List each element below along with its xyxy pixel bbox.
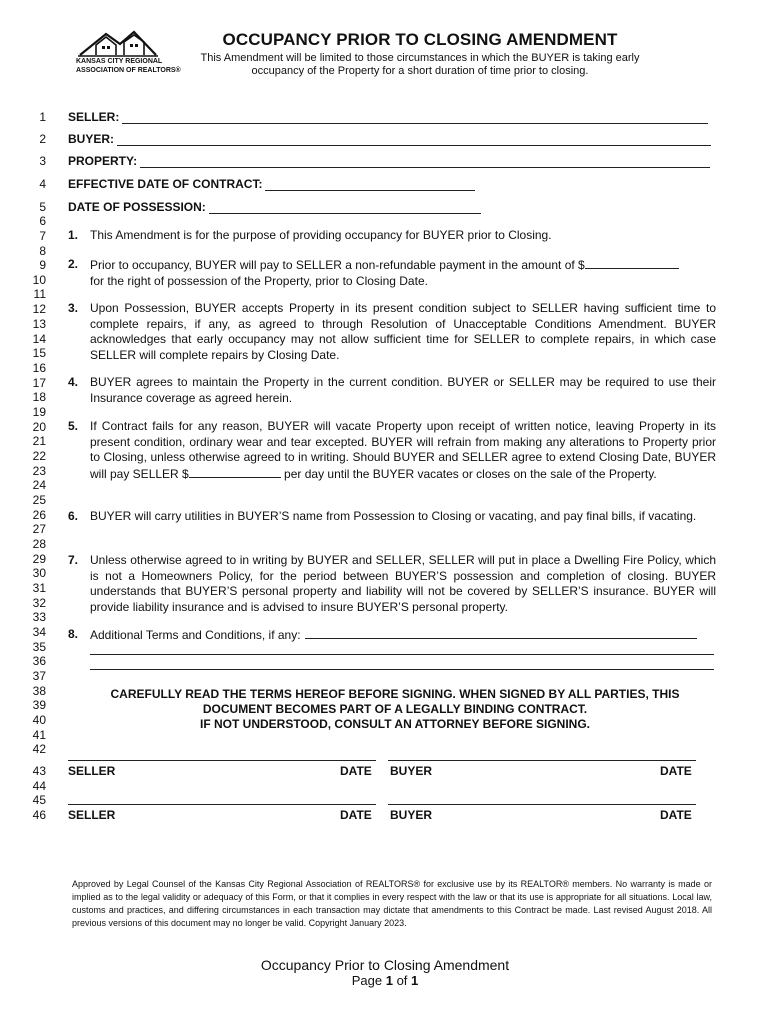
warning-line: CAREFULLY READ THE TERMS HEREOF BEFORE SIGNING. WHEN SIGNED BY ALL PARTIES, THIS xyxy=(110,687,680,701)
per-day-amount-input[interactable] xyxy=(189,466,281,478)
paragraph-text: for the right of possession of the Property, prior to Closing Date. xyxy=(90,273,428,288)
buyer-date-label: DATE xyxy=(660,808,692,822)
paragraph-6 xyxy=(68,509,716,525)
page-number xyxy=(0,973,770,988)
line-number: 8 xyxy=(39,244,46,258)
paragraph-1 xyxy=(68,228,716,244)
paragraph-number: 6. xyxy=(68,509,79,523)
line-number: 41 xyxy=(32,728,46,742)
line-number: 3 xyxy=(39,154,46,168)
effective-date-field-row xyxy=(68,177,718,191)
seller-field-input[interactable] xyxy=(122,112,708,124)
kcrar-logo xyxy=(76,28,181,80)
property-field-row xyxy=(68,154,718,168)
additional-terms-input-line-1[interactable] xyxy=(305,627,697,639)
paragraph-8 xyxy=(68,627,716,644)
seller-date-label: DATE xyxy=(340,764,372,778)
page-word: Page xyxy=(351,973,383,988)
effective-date-field-label: EFFECTIVE DATE OF CONTRACT: xyxy=(68,177,263,191)
line-number: 18 xyxy=(32,390,46,404)
paragraph-number: 5. xyxy=(68,419,79,433)
seller-signature-label: SELLER xyxy=(68,764,116,778)
line-number: 33 xyxy=(32,610,46,624)
line-number: 21 xyxy=(32,434,46,448)
signing-warning xyxy=(70,687,720,732)
line-number: 32 xyxy=(32,596,46,610)
paragraph-4 xyxy=(68,375,716,406)
line-number: 35 xyxy=(32,640,46,654)
paragraph-text: If Contract fails for any reason, BUYER will vacate Property upon receipt of written notice, leaving Property in its present condition, ordinary wear and tear excepted. BUYER will refrain from making any alterations to Property prior to Closing, unless otherwise agreed to in writing. Should BUYER and SELLER agree to extend Closing Date, BUYER will pay SELLER $ xyxy=(90,419,716,481)
line-number: 38 xyxy=(32,684,46,698)
line-number: 43 xyxy=(32,764,46,778)
document-title: OCCUPANCY PRIOR TO CLOSING AMENDMENT xyxy=(222,30,618,49)
logo-line-2: ASSOCIATION OF REALTORS® xyxy=(76,67,181,74)
paragraph-number: 2. xyxy=(68,257,79,271)
buyer-signature-line-2[interactable] xyxy=(388,804,696,805)
paragraph-text: per day until the BUYER vacates or closes on the sale of the Property. xyxy=(280,466,657,481)
paragraph-3 xyxy=(68,301,716,363)
of-word: of xyxy=(396,973,408,988)
line-number: 24 xyxy=(32,478,46,492)
line-number: 16 xyxy=(32,361,46,375)
line-number: 37 xyxy=(32,669,46,683)
warning-line: DOCUMENT BECOMES PART OF A LEGALLY BINDING CONTRACT. xyxy=(202,702,588,716)
additional-terms-input-line-2[interactable] xyxy=(90,654,714,655)
line-number: 13 xyxy=(32,317,46,331)
seller-field-row xyxy=(68,110,718,124)
line-number: 11 xyxy=(33,287,46,301)
buyer-field-label: BUYER: xyxy=(68,132,115,146)
line-number: 5 xyxy=(39,200,46,214)
page-footer-title: Occupancy Prior to Closing Amendment xyxy=(260,957,510,973)
line-number: 46 xyxy=(32,808,46,822)
additional-terms-input-line-3[interactable] xyxy=(90,669,714,670)
line-number: 39 xyxy=(32,698,46,712)
warning-line: IF NOT UNDERSTOOD, CONSULT AN ATTORNEY BEFORE SIGNING. xyxy=(199,717,591,731)
possession-date-field-input[interactable] xyxy=(209,202,481,214)
buyer-signature-line-1[interactable] xyxy=(388,760,696,761)
line-number: 2 xyxy=(39,132,46,146)
paragraph-number: 4. xyxy=(68,375,79,389)
line-number: 30 xyxy=(32,566,46,580)
paragraph-text: Upon Possession, BUYER accepts Property in its present condition subject to SELLER having sufficient time to complete repairs, if any, as agreed to through Resolution of Unacceptable Conditions Amendment. BUYER acknowledges that early occupancy may not allow sufficient time for SELLER to complete repairs, in which case SELLER will complete repairs by Closing Date. xyxy=(90,301,716,362)
total-pages: 1 xyxy=(411,973,419,988)
line-number: 10 xyxy=(32,273,46,287)
paragraph-text: BUYER agrees to maintain the Property in the current condition. BUYER or SELLER may be required to use their Insurance coverage as agreed herein. xyxy=(90,375,716,405)
line-number: 42 xyxy=(32,742,46,756)
line-number: 29 xyxy=(32,552,46,566)
line-number: 34 xyxy=(32,625,46,639)
document-subtitle: This Amendment will be limited to those circumstances in which the BUYER is taking early occupancy of the Property for a short duration of time prior to closing. xyxy=(200,52,640,77)
effective-date-field-input[interactable] xyxy=(265,179,475,191)
line-number: 44 xyxy=(32,779,46,793)
possession-date-field-label: DATE OF POSSESSION: xyxy=(68,200,206,214)
line-number: 19 xyxy=(32,405,46,419)
line-number: 20 xyxy=(32,420,46,434)
seller-signature-line-1[interactable] xyxy=(68,760,376,761)
property-field-input[interactable] xyxy=(140,156,710,168)
line-number: 36 xyxy=(32,654,46,668)
paragraph-text: BUYER will carry utilities in BUYER’S name from Possession to Closing or vacating, and pay final bills, if vacating. xyxy=(90,509,697,523)
buyer-signature-label: BUYER xyxy=(390,764,433,778)
paragraph-number: 7. xyxy=(68,553,79,567)
paragraph-number: 3. xyxy=(68,301,79,315)
line-number: 12 xyxy=(32,302,46,316)
current-page: 1 xyxy=(385,973,393,988)
paragraph-text: Unless otherwise agreed to in writing by BUYER and SELLER, SELLER will put in place a Dwelling Fire Policy, which is not a Homeowners Policy, for the period between BUYER’S possession and completion of closing. BUYER understands that BUYER’S personal property and liability will not be covered by SELLER’S insurance. BUYER will provide liability insurance and is advised to insure BUYER’S personal property. xyxy=(90,553,716,614)
line-number: 4 xyxy=(39,177,46,191)
paragraph-text: Prior to occupancy, BUYER will pay to SELLER a non-refundable payment in the amount of $ xyxy=(90,258,585,272)
paragraph-number: 8. xyxy=(68,627,79,641)
property-field-label: PROPERTY: xyxy=(68,154,138,168)
line-number: 14 xyxy=(32,332,46,346)
legal-disclaimer: Approved by Legal Counsel of the Kansas City Regional Association of REALTORS® for exclusive use by its REALTOR® members. No warranty is made or implied as to the legal validity or adequacy of this Form, or that it complies in every respect with the law or that its use is appropriate for all situations. Local law, customs and practices, and differing circumstances in each transaction may dictate that amendments to this Contract be made. Last revised August 2018. All previous versions of this document may no longer be valid. Copyright January 2023. xyxy=(72,879,712,928)
line-number: 6 xyxy=(39,214,46,228)
seller-field-label: SELLER: xyxy=(68,110,120,124)
line-number: 27 xyxy=(32,522,46,536)
line-number: 1 xyxy=(39,110,46,124)
line-number: 28 xyxy=(32,537,46,551)
line-number: 9 xyxy=(39,258,46,272)
paragraph-2 xyxy=(68,257,716,289)
seller-signature-line-2[interactable] xyxy=(68,804,376,805)
seller-signature-label: SELLER xyxy=(68,808,116,822)
buyer-field-input[interactable] xyxy=(117,134,711,146)
houses-logo-icon xyxy=(76,28,160,58)
buyer-date-label: DATE xyxy=(660,764,692,778)
line-number: 40 xyxy=(32,713,46,727)
line-number: 26 xyxy=(32,508,46,522)
line-number: 7 xyxy=(39,229,46,243)
line-number: 31 xyxy=(32,581,46,595)
occupancy-payment-input[interactable] xyxy=(585,257,679,269)
line-number: 17 xyxy=(32,376,46,390)
logo-line-1: KANSAS CITY REGIONAL xyxy=(76,58,163,65)
line-number: 25 xyxy=(32,493,46,507)
paragraph-text: Additional Terms and Conditions, if any: xyxy=(90,628,301,642)
seller-date-label: DATE xyxy=(340,808,372,822)
paragraph-5 xyxy=(68,419,716,482)
line-number: 45 xyxy=(32,793,46,807)
buyer-field-row xyxy=(68,132,718,146)
line-number: 23 xyxy=(32,464,46,478)
paragraph-text: This Amendment is for the purpose of providing occupancy for BUYER prior to Closing. xyxy=(90,228,552,242)
paragraph-number: 1. xyxy=(68,228,79,242)
line-number: 22 xyxy=(32,449,46,463)
possession-date-field-row xyxy=(68,200,718,214)
paragraph-7 xyxy=(68,553,716,615)
line-number: 15 xyxy=(32,346,46,360)
buyer-signature-label: BUYER xyxy=(390,808,433,822)
